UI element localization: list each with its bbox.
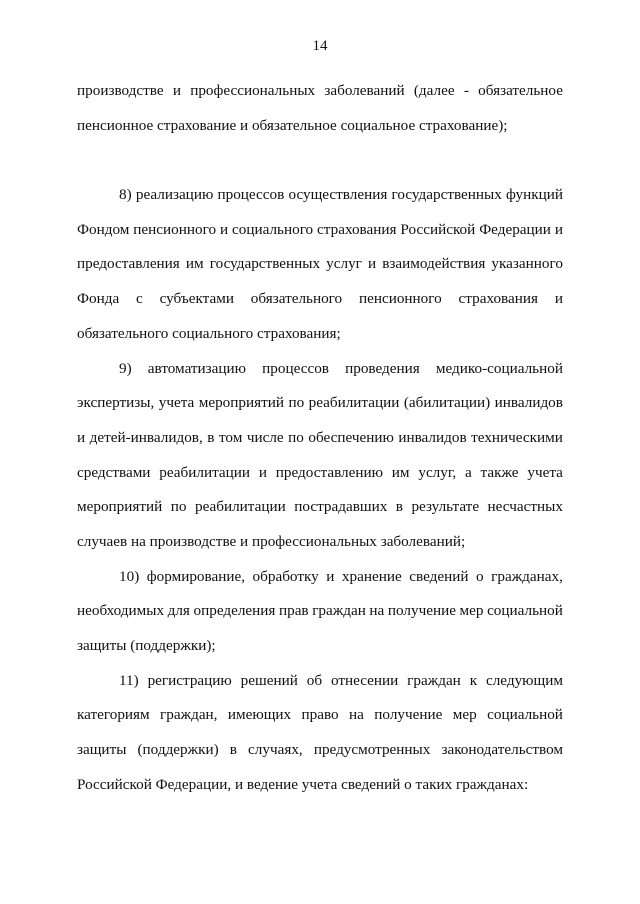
word: в: [207, 428, 215, 446]
word: мер: [452, 706, 477, 724]
word: детей-инвалидов,: [89, 428, 203, 446]
text-line: [77, 421, 563, 456]
word: 9): [119, 359, 132, 377]
word: субъектами: [159, 290, 234, 308]
word: следующим: [485, 671, 563, 689]
word: им: [391, 463, 410, 481]
text-line: [77, 213, 563, 248]
word: им: [185, 255, 204, 273]
word: медико-социальной: [435, 359, 563, 377]
word: сведений: [409, 567, 469, 585]
text-line: [77, 698, 563, 733]
word: мероприятий: [198, 394, 284, 412]
word: на: [369, 602, 385, 620]
word: по: [288, 428, 304, 446]
word: получение: [374, 706, 443, 724]
word: и: [172, 82, 181, 99]
word: результате: [411, 498, 480, 516]
word: и: [554, 220, 563, 238]
word: производстве: [77, 82, 164, 99]
word: автоматизацию: [147, 359, 247, 377]
word: случаях,: [248, 741, 303, 759]
word: необходимых: [77, 602, 165, 620]
word: 8): [119, 186, 132, 204]
text-line: [77, 594, 563, 629]
word: реализацию: [135, 186, 214, 204]
word: услуг,: [418, 463, 457, 481]
text-line: [77, 733, 563, 768]
document-body: [77, 74, 563, 802]
word: реабилитации: [194, 498, 286, 516]
word: процессов: [262, 359, 329, 377]
word: хранение: [341, 567, 402, 585]
word: регистрацию: [147, 671, 232, 689]
word: Фонда: [77, 290, 120, 308]
text-line: [77, 490, 563, 525]
word: -: [463, 82, 469, 99]
word: обязательное: [478, 82, 563, 99]
word: экспертизы,: [77, 394, 155, 412]
page-number: 14: [312, 38, 328, 54]
text-line: случаев на производстве и профессиональных заболеваний;: [77, 532, 466, 550]
word: 10): [119, 567, 140, 585]
word: реабилитации: [308, 394, 400, 412]
word: (далее: [413, 82, 455, 99]
word: и: [326, 567, 335, 585]
word: защиты: [77, 741, 127, 759]
word: и: [219, 220, 229, 238]
word: для: [167, 602, 190, 620]
word: право: [301, 706, 339, 724]
word: реабилитации: [159, 463, 251, 481]
word: предоставлению: [275, 463, 383, 481]
word: о: [476, 567, 484, 585]
text-line: защиты (поддержки);: [77, 637, 216, 654]
word: функций: [506, 186, 563, 204]
word: в: [395, 498, 403, 516]
word: граждан: [312, 602, 366, 620]
word: социальной: [487, 602, 563, 620]
word: инвалидов: [494, 394, 563, 412]
word: мер: [459, 602, 484, 620]
word: законодательством: [441, 741, 563, 759]
word: страхования: [458, 290, 539, 308]
word: получение: [387, 602, 456, 620]
word: профессиональных: [190, 82, 316, 99]
text-line: [77, 352, 563, 387]
word: гражданах,: [491, 567, 563, 585]
word: взаимодействия: [382, 255, 486, 273]
word: по: [288, 394, 305, 412]
word: пенсионного: [358, 290, 442, 308]
text-line: [77, 74, 563, 109]
word: 11): [119, 671, 139, 689]
word: несчастных: [487, 498, 563, 516]
word: пенсионного: [133, 220, 217, 238]
word: проведения: [345, 359, 420, 377]
word: государственных: [209, 255, 321, 273]
word: граждан,: [160, 706, 218, 724]
word: с: [136, 290, 143, 308]
text-line: Российской Федерации, и ведение учета сведений о таких гражданах:: [77, 775, 529, 793]
text-line: обязательного социального страхования;: [77, 324, 341, 342]
word: решений: [240, 671, 298, 689]
word: предусмотренных: [313, 741, 431, 759]
word: техническими: [471, 428, 563, 446]
word: услуг: [326, 255, 362, 273]
word: заболеваний: [324, 82, 405, 99]
word: категориям: [77, 706, 150, 724]
text-line: [77, 178, 563, 213]
word: пострадавших: [294, 498, 388, 516]
word: отнесении: [330, 671, 399, 689]
word: мероприятий: [77, 498, 163, 516]
word: (поддержки): [137, 741, 219, 759]
text-line: [77, 560, 563, 595]
text-line: [77, 386, 563, 421]
text-line: [77, 247, 563, 282]
word: определения: [193, 602, 276, 620]
word: а: [464, 463, 472, 481]
word: обеспечению: [308, 428, 394, 446]
word: прав: [278, 602, 309, 620]
word: об: [306, 671, 323, 689]
text-line: [77, 282, 563, 317]
word: также: [480, 463, 519, 481]
word: Федерации: [479, 220, 551, 238]
word: учета: [158, 394, 195, 412]
word: средствами: [77, 463, 151, 481]
word: обработку: [252, 567, 319, 585]
word: Фондом: [77, 220, 130, 238]
word: на: [349, 706, 364, 724]
text-line: [77, 456, 563, 491]
word: и: [258, 463, 267, 481]
word: к: [469, 671, 478, 689]
word: социального: [232, 220, 314, 238]
word: учета: [527, 463, 563, 481]
word: граждан: [407, 671, 461, 689]
word: страхования: [317, 220, 397, 238]
word: инвалидов: [398, 428, 467, 446]
word: имеющих: [227, 706, 292, 724]
word: и: [554, 290, 563, 308]
word: предоставления: [77, 255, 180, 273]
text-line: пенсионное страхование и обязательное социальное страхование);: [77, 116, 508, 134]
word: осуществления: [288, 186, 388, 204]
word: и: [368, 255, 377, 273]
word: и: [77, 428, 86, 446]
word: формирование,: [146, 567, 246, 585]
word: том: [218, 428, 243, 446]
word: государственных: [391, 186, 502, 204]
word: (абилитации): [403, 394, 491, 412]
word: обязательного: [250, 290, 343, 308]
word: числе: [246, 428, 284, 446]
word: процессов: [217, 186, 285, 204]
word: в: [229, 741, 237, 759]
text-line: [77, 664, 563, 699]
word: социальной: [487, 706, 563, 724]
word: указанного: [491, 255, 563, 273]
word: по: [170, 498, 187, 516]
word: Российской: [400, 220, 476, 238]
